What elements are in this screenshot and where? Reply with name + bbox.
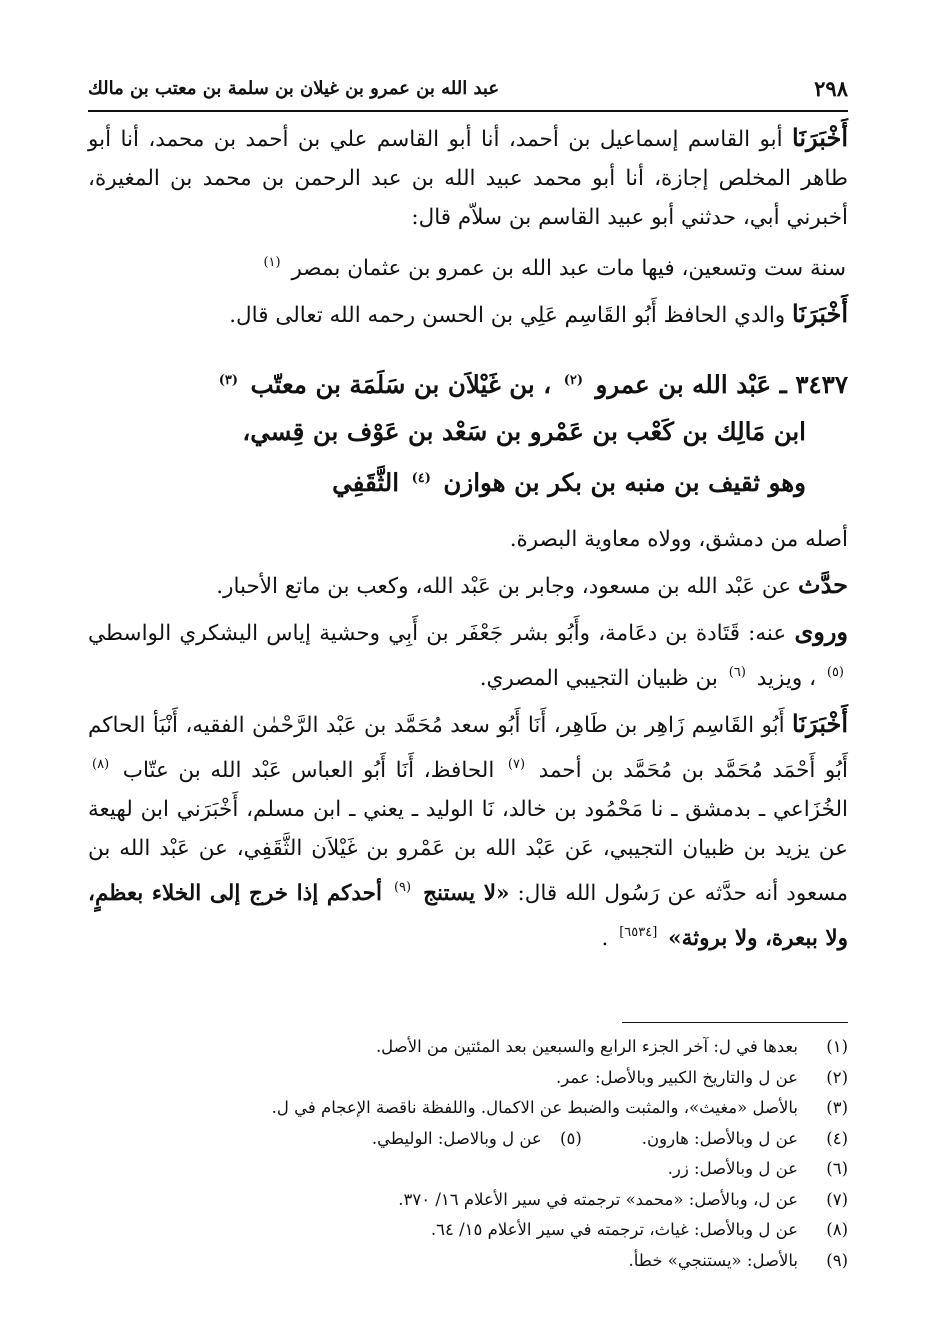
hadith-quote-cont: أحدكم إذا خرج إلى الخلاء بعظمٍ، ولا ببعرة، ولا بروثة»	[88, 881, 848, 951]
footnote-text: عن ل وبالأصل: غياث، ترجمته في سير الأعلام ١٥/ ٦٤.	[430, 1220, 798, 1239]
footnote-5	[372, 1124, 582, 1155]
running-head	[88, 66, 848, 112]
footnote-text: بالأصل: «يستنجي» خطأ.	[628, 1250, 798, 1270]
main-text	[88, 118, 848, 964]
footnote-8	[88, 1215, 848, 1246]
lead-word: أَخْبَرَنَا	[792, 123, 848, 152]
entry-line-3	[88, 455, 848, 506]
paragraph-text: أبو القاسم إسماعيل بن أحمد، أنا أبو القاسم علي بن أحمد بن محمد، أنا أبو طاهر المخلص إجازة، أنا أبو محمد عبيد الله بن عبد الرحمن بن محمد بن المغيرة، أخبرني أبي، حدثني أبو عبيد القاسم بن سلاّم قال:	[88, 127, 848, 230]
footnote-number: (٧)	[826, 1189, 848, 1209]
running-title: عبد الله بن عمرو بن غيلان بن سلمة بن معتب بن مالك	[88, 77, 500, 99]
paragraph-death-year	[88, 243, 848, 288]
paragraph-end: .	[601, 926, 609, 951]
paragraph-text: أَبُو القَاسِم زَاهِر بن طَاهِر، أَنَا أَبُو سعد مُحَمَّد بن عَبْد الرَّحْمٰن الفقيه، أَنْبَأ الحاكم أَبُو أَحْمَد مُحَمَّد بن مُحَمَّد بن أحمد	[88, 713, 848, 783]
entry-number: ٣٤٣٧	[795, 370, 848, 399]
paragraph-isnad-1	[88, 118, 848, 237]
footnote-ref-8[interactable]: (٨)	[92, 757, 110, 772]
footnote-7	[88, 1185, 848, 1216]
footnote-number: (٤)	[826, 1128, 848, 1148]
paragraph-text: ، ويزيد	[756, 666, 817, 691]
paragraph-hadith	[88, 704, 848, 958]
paragraph-narrators	[88, 612, 848, 698]
footnote-text: عن ل وبالاصل: الوليطي.	[371, 1128, 542, 1148]
footnote-text: عن ل وبالأصل: زر.	[667, 1159, 798, 1178]
entry-heading	[88, 357, 848, 506]
footnote-ref-9[interactable]: (٩)	[393, 880, 412, 895]
footnote-number: (٥)	[560, 1128, 582, 1148]
paragraph-isnad-2	[88, 294, 848, 335]
footnote-text: بالأصل «مغيث»، والمثبت والضبط عن الاكمال. واللفظة ناقصة الإعجام في ل.	[271, 1098, 798, 1117]
footnote-6	[88, 1154, 848, 1185]
entry-name-cont: ، بن غَيْلاَن بن سَلَمَة بن معتّب	[250, 370, 552, 399]
footnote-number: (٨)	[826, 1220, 848, 1239]
footnote-ref-1[interactable]: (١)	[263, 255, 281, 270]
footnote-text: عن ل والتاريخ الكبير وبالأصل: عمر.	[556, 1067, 798, 1087]
lead-word: وروى	[794, 617, 848, 646]
lead-word: أَخْبَرَنَا	[792, 299, 848, 328]
footnote-number: (٩)	[826, 1250, 848, 1270]
footnote-text: عن ل وبالأصل: هارون.	[641, 1128, 798, 1148]
hadith-reference-number: [٦٥٣٤]	[619, 925, 658, 940]
entry-name: عَبْد الله بن عمرو	[595, 370, 772, 399]
paragraph-text: الحافظ، أَنَا أَبُو العباس عَبْد الله بن عتّاب	[122, 758, 495, 783]
footnote-ref-5[interactable]: (٥)	[826, 665, 844, 680]
footnote-ref-6[interactable]: (٦)	[728, 665, 746, 680]
lead-word: حدَّث	[797, 570, 848, 599]
paragraph-text: عن عَبْد الله بن مسعود، وجابر بن عَبْد الله، وكعب بن ماتع الأحبار.	[216, 574, 792, 599]
footnote-ref-4[interactable]: (٤)	[411, 471, 431, 486]
entry-line-2: ابن مَالِك بن كَعْب بن عَمْرو بن سَعْد بن عَوْف بن قِسي،	[242, 417, 806, 446]
entry-dash: ـ	[779, 370, 787, 399]
entry-line-1	[88, 357, 848, 408]
paragraph-text: عنه: قَتَادة بن دعَامة، وأَبُو بشر جَعْفَر بن أَبِي وحشية إياس اليشكري الواسطي	[88, 621, 787, 646]
footnote-2	[88, 1063, 848, 1094]
footnote-ref-2[interactable]: (٢)	[563, 373, 583, 388]
footnote-1	[88, 1032, 848, 1063]
footnote-number: (١)	[826, 1037, 848, 1056]
footnotes	[88, 1032, 848, 1276]
page-number: ٢٩٨	[814, 75, 848, 101]
footnote-3	[88, 1093, 848, 1124]
footnote-9	[88, 1246, 848, 1277]
paragraph-narrated-from	[88, 565, 848, 606]
footnote-number: (٣)	[826, 1098, 848, 1117]
footnote-ref-7[interactable]: (٧)	[507, 757, 526, 772]
footnote-number: (٢)	[826, 1067, 848, 1087]
hadith-quote: «لا يستنج	[423, 881, 510, 906]
footnote-text: عن ل، وبالأصل: «محمد» ترجمته في سير الأعلام ١٦/ ٣٧٠.	[398, 1189, 798, 1209]
paragraph-text: والدي الحافظ أَبُو القَاسِم عَلِي بن الحسن رحمه الله تعالى قال.	[229, 303, 786, 328]
entry-nisba: الثَّقَفِي	[332, 468, 400, 497]
footnote-4-5	[88, 1124, 848, 1155]
entry-lineage: وهو ثقيف بن منبه بن بكر بن هوازن	[443, 468, 806, 497]
paragraph-text: الخُزَاعي ـ بدمشق ـ نا مَحْمُود بن خالد، نَا الوليد ـ يعني ـ ابن مسلم، أَخْبَرَني ابن لهيعة عن يزيد بن ظبيان التجيبي، عَن عَبْد الله بن عَمْرو بن غَيْلاَن الثَّقَفِي، عن عَبْد الله بن مسعود أنه حدَّثه عن رَسُول الله قال:	[88, 797, 849, 906]
footnote-divider	[622, 1022, 848, 1023]
footnote-number: (٦)	[826, 1159, 848, 1178]
footnote-text: بعدها في ل: آخر الجزء الرابع والسبعين بعد المئتين من الأصل.	[375, 1037, 798, 1056]
paragraph-text: سنة ست وتسعين، فيها مات عبد الله بن عمرو بن عثمان بمصر	[291, 256, 846, 281]
footnote-ref-3[interactable]: (٣)	[218, 373, 238, 388]
paragraph-text: بن ظبيان التجيبي المصري.	[479, 666, 718, 691]
lead-word: أَخْبَرَنَا	[792, 709, 848, 738]
paragraph-origin: أصله من دمشق، وولاه معاوية البصرة.	[509, 527, 848, 552]
